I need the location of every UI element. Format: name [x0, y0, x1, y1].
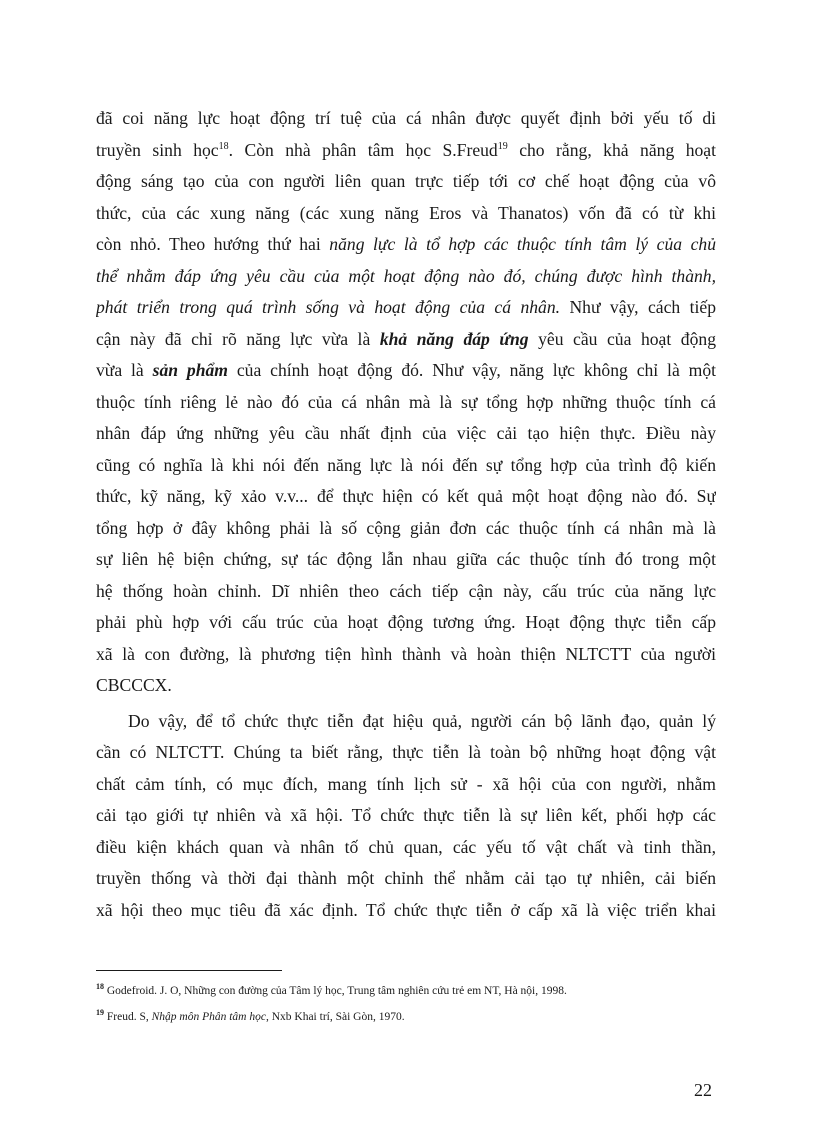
- text-line: [96, 166, 716, 198]
- text-span: cải tạo giới tự nhiên và xã hội. Tổ chức thực tiễn là sự liên kết, phối hợp các: [96, 805, 716, 825]
- text-span: thức, kỹ năng, kỹ xảo v.v... để thực hiện có kết quả một hoạt động nào đó. Sự: [96, 486, 716, 506]
- paragraph-2: [96, 706, 716, 927]
- footnote-book-title: Nhập môn Phân tâm học: [151, 1011, 266, 1023]
- footnote-ref-19[interactable]: 19: [497, 140, 508, 152]
- text-line: [96, 387, 716, 419]
- text-line: [96, 895, 716, 927]
- text-line: [96, 292, 716, 324]
- text-span: sự liên hệ biện chứng, sự tác động lẫn nhau giữa các thuộc tính đó trong một: [96, 549, 716, 569]
- bold-italic-text: sản phẩm: [152, 360, 228, 380]
- paragraph-1: [96, 103, 716, 702]
- text-line: [96, 706, 716, 738]
- text-line: [96, 261, 716, 293]
- text-line: [96, 229, 716, 261]
- text-span: chất cảm tính, có mục đích, mang tính lịch sử - xã hội của con người, nhằm: [96, 773, 716, 794]
- footnote-mark: 18: [96, 982, 104, 992]
- text-line: [96, 576, 716, 608]
- text-line: [96, 513, 716, 545]
- text-span: đã coi năng lực hoạt động trí tuệ của cá nhân được quyết định bởi yếu tố di: [96, 108, 716, 128]
- text-line: [96, 544, 716, 576]
- text-line: [96, 450, 716, 482]
- italic-text: phát triển trong quá trình sống và hoạt động của cá nhân.: [96, 297, 561, 317]
- text-span: . Còn nhà phân tâm học S.Freud: [228, 139, 498, 160]
- footnote-18: [96, 978, 716, 1004]
- text-span: Do vậy, để tổ chức thực tiễn đạt hiệu quả, người cán bộ lãnh đạo, quản lý: [128, 710, 716, 731]
- text-line: [96, 418, 716, 450]
- footnote-19: [96, 1004, 716, 1030]
- text-line: [96, 607, 716, 639]
- text-line: [96, 639, 716, 671]
- footnote-divider: [96, 970, 282, 971]
- text-span: xã là con đường, là phương tiện hình thành và hoàn thiện NLTCTT của người: [96, 643, 716, 664]
- footnote-text: Godefroid. J. O, Những con đường của Tâm lý học, Trung tâm nghiên cứu trẻ em NT, Hà nội, 1998.: [106, 985, 567, 997]
- text-span: Như vậy, cách tiếp: [560, 297, 716, 317]
- text-span: truyền sinh học: [96, 139, 219, 160]
- text-span: cận này đã chỉ rõ năng lực vừa là: [96, 328, 380, 349]
- page-number: 22: [694, 1080, 712, 1100]
- italic-text: năng lực là tổ hợp các thuộc tính tâm lý của chủ: [329, 234, 716, 254]
- text-line: [96, 198, 716, 230]
- text-span: còn nhỏ. Theo hướng thứ hai: [96, 234, 330, 254]
- body-text: [96, 103, 716, 926]
- text-line: [96, 670, 716, 702]
- text-span: nhân đáp ứng những yêu cầu nhất định của việc cải tạo hiện thực. Điều này: [96, 423, 716, 443]
- italic-text: thể nhằm đáp ứng yêu cầu của một hoạt động nào đó, chúng được hình thành,: [96, 265, 716, 286]
- text-line: [96, 135, 716, 167]
- footnote-text: , Nxb Khai trí, Sài Gòn, 1970.: [265, 1011, 405, 1023]
- footnote-text: Freud. S,: [106, 1011, 152, 1023]
- footnotes: [96, 978, 716, 1030]
- bold-italic-text: khả năng đáp ứng: [379, 328, 529, 349]
- text-span: phải phù hợp với cấu trúc của hoạt động tương ứng. Hoạt động thực tiễn cấp: [96, 612, 716, 632]
- text-line: [96, 324, 716, 356]
- text-span: vừa là: [96, 360, 153, 380]
- text-span: thuộc tính riêng lẻ nào đó của cá nhân mà là sự tổng hợp những thuộc tính cá: [96, 391, 716, 412]
- text-span: điều kiện khách quan và nhân tố chủ quan, các yếu tố vật chất và tinh thần,: [96, 836, 716, 857]
- text-span: truyền thống và thời đại thành một chỉnh thể nhằm cải tạo tự nhiên, cải biến: [96, 868, 716, 888]
- text-span: động sáng tạo của con người liên quan trực tiếp tới cơ chế hoạt động của vô: [96, 171, 716, 191]
- text-span: xã hội theo mục tiêu đã xác định. Tổ chức thực tiễn ở cấp xã là việc triển khai: [96, 899, 716, 920]
- text-line: [96, 769, 716, 801]
- text-line: [96, 832, 716, 864]
- text-line: [96, 863, 716, 895]
- text-line: [96, 800, 716, 832]
- text-span: thức, của các xung năng (các xung năng Eros và Thanatos) vốn đã có từ khi: [96, 202, 716, 223]
- text-span: cũng có nghĩa là khi nói đến năng lực là nói đến sự tổng hợp của trình độ kiến: [96, 454, 716, 475]
- text-line: [96, 103, 716, 135]
- text-line: [96, 481, 716, 513]
- text-line: [96, 355, 716, 387]
- text-span: hệ thống hoàn chỉnh. Dĩ nhiên theo cách tiếp cận này, cấu trúc của năng lực: [96, 580, 716, 601]
- text-span: tổng hợp ở đây không phải là số cộng giản đơn các thuộc tính cá nhân mà là: [96, 517, 716, 538]
- text-span: yêu cầu của hoạt động: [528, 328, 716, 349]
- text-span: cần có NLTCTT. Chúng ta biết rằng, thực tiễn là toàn bộ những hoạt động vật: [96, 742, 716, 762]
- footnote-ref-18[interactable]: 18: [218, 140, 229, 152]
- text-span: CBCCCX.: [96, 675, 172, 695]
- text-line: [96, 737, 716, 769]
- text-span: cho rằng, khả năng hoạt: [507, 139, 716, 160]
- footnote-mark: 19: [96, 1008, 104, 1018]
- text-span: của chính hoạt động đó. Như vậy, năng lực không chỉ là một: [227, 360, 716, 380]
